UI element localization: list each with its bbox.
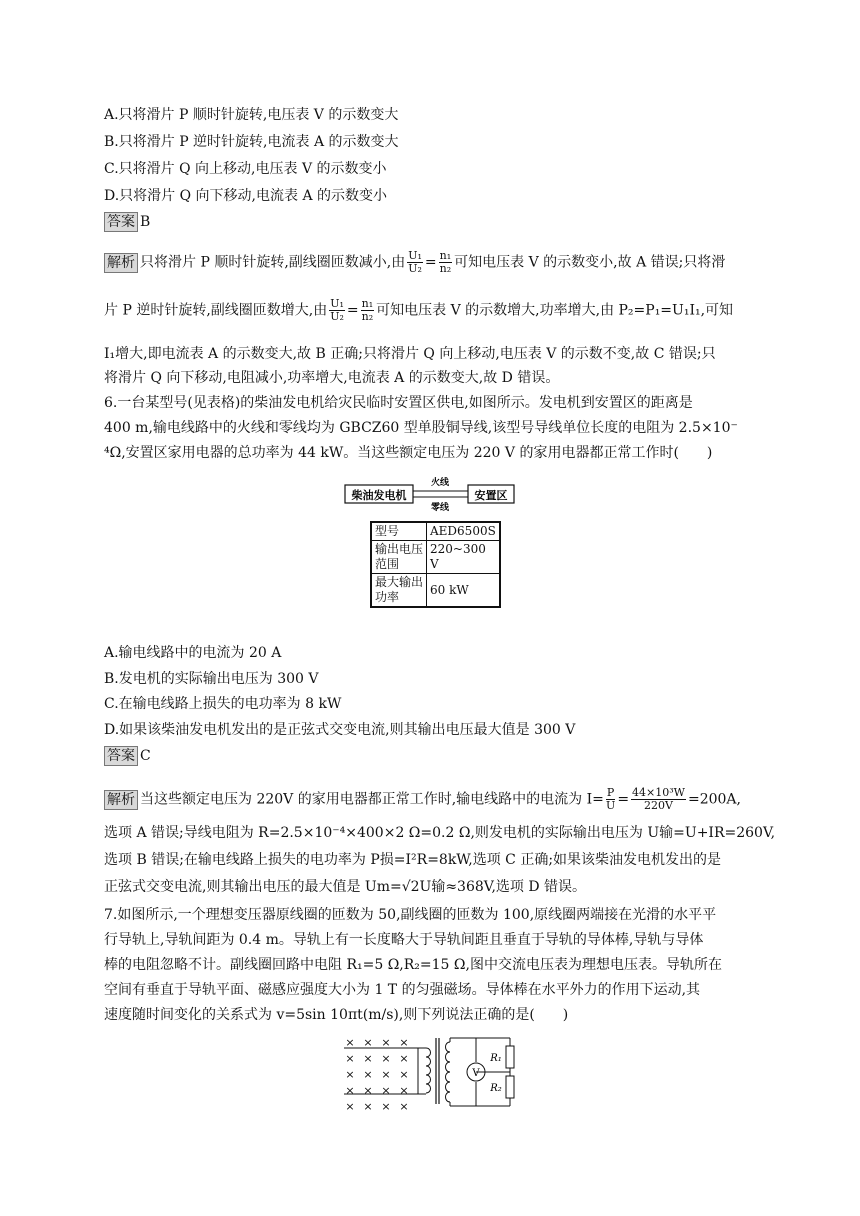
cross-mark: × <box>399 1052 409 1065</box>
cross-mark: × <box>345 1084 355 1097</box>
neutral-wire-label: 零线 <box>430 503 450 513</box>
cross-mark: × <box>381 1084 391 1097</box>
table-cell: 最大输出功率 <box>371 574 427 608</box>
q5-analysis-line-4: 将滑片 Q 向下移动,电阻减小,功率增大,电流表 A 的示数变大,故 D 错误。 <box>104 370 560 386</box>
table-cell: AED6500S <box>427 522 500 541</box>
answer-value: C <box>140 748 151 764</box>
analysis-text: 只将滑片 P 顺时针旋转,副线圈匝数减小,由 <box>140 254 406 271</box>
fraction-u1-u2: $\frac{\text{U₁}}{\text{U₂}}$ <box>330 297 344 323</box>
cross-mark: × <box>381 1100 391 1110</box>
analysis-text: 可知电压表 V 的示数增大,功率增大,由 P₂=P₁=U₁I₁,可知 <box>376 302 734 319</box>
magnetic-field-crosses <box>345 1036 408 1110</box>
table-row <box>371 522 500 541</box>
cross-mark: × <box>399 1084 409 1097</box>
q7-stem-line-5: 速度随时间变化的关系式为 v=5sin 10πt(m/s),则下列说法正确的是( ) <box>104 1007 569 1023</box>
q7-stem-line-3: 棒的电阻忽略不计。副线圈回路中电阻 R₁=5 Ω,R₂=15 Ω,图中交流电压表为理想电压表。导轨所在 <box>104 957 722 973</box>
q7-stem-line-2: 行导轨上,导轨间距为 0.4 m。导轨上有一长度略大于导轨间距且垂直于导轨的导体棒,导轨与导体 <box>104 932 704 948</box>
r2-label: R₂ <box>490 1083 502 1094</box>
q5-option-a: A.只将滑片 P 顺时针旋转,电压表 V 的示数变大 <box>104 107 399 123</box>
cross-mark: × <box>363 1100 373 1110</box>
cross-mark: × <box>381 1068 391 1081</box>
voltmeter-label: V <box>472 1068 480 1079</box>
q5-option-c: C.只将滑片 Q 向上移动,电压表 V 的示数变小 <box>104 161 387 177</box>
cross-mark: × <box>345 1052 355 1065</box>
answer-tag: 答案 <box>104 746 138 766</box>
q7-stem-line-1: 7.如图所示,一个理想变压器原线圈的匝数为 50,副线圈的匝数为 100,原线圈两端接在光滑的水平平 <box>104 907 717 923</box>
table-row <box>371 574 500 608</box>
generator-spec-table <box>370 521 501 608</box>
q6-option-d: D.如果该柴油发电机发出的是正弦式交变电流,则其输出电压最大值是 300 V <box>104 722 576 738</box>
cross-mark: × <box>345 1036 355 1049</box>
q6-option-b: B.发电机的实际输出电压为 300 V <box>104 671 319 687</box>
live-wire-label: 火线 <box>430 478 450 488</box>
q6-analysis-line-4: 正弦式交变电流,则其输出电压的最大值是 Um=√2U输≈368V,选项 D 错误。 <box>104 879 587 895</box>
fraction-power-voltage: $\frac{\text{44×10³W}}{220V}$ <box>632 786 685 812</box>
analysis-text: 片 P 逆时针旋转,副线圈匝数增大,由 <box>104 302 328 319</box>
q6-analysis-line-1: 解析 当这些额定电压为 220V 的家用电器都正常工作时,输电线路中的电流为 I= $\frac{P}{U}$ = $\frac{\text{44×10³W}}{220V}$ =200A, <box>104 787 741 812</box>
q5-analysis-line-2: 片 P 逆时针旋转,副线圈匝数增大,由 $\frac{\text{U₁}}{\text{U₂}}$ = $\frac{\text{n₁}}{\text{n₂}}$ 可知电压表 V 的示数增大,功率增大,由 P₂=P₁=U₁I₁,可知 <box>104 297 734 323</box>
cross-mark: × <box>381 1036 391 1049</box>
q6-option-c: C.在输电线路上损失的电功率为 8 kW <box>104 696 342 712</box>
q6-stem-line-3: ⁴Ω,安置区家用电器的总功率为 44 kW。当这些额定电压为 220 V 的家用电器都正常工作时( ) <box>104 445 713 461</box>
transformer-circuit-diagram <box>340 1034 530 1110</box>
cross-mark: × <box>381 1052 391 1065</box>
cross-mark: × <box>345 1100 355 1110</box>
r1-label: R₁ <box>490 1053 502 1064</box>
cross-mark: × <box>363 1068 373 1081</box>
q6-analysis-line-2: 选项 A 错误;导线电阻为 R=2.5×10⁻⁴×400×2 Ω=0.2 Ω,则发电机的实际输出电压为 U输=U+IR=260V, <box>104 825 776 841</box>
table-cell: 220~300 V <box>427 541 500 574</box>
analysis-text: 当这些额定电压为 220V 的家用电器都正常工作时,输电线路中的电流为 I= <box>140 791 604 808</box>
fraction-n1-n2: $\frac{\text{n₁}}{\text{n₂}}$ <box>361 297 374 323</box>
q5-analysis-line-1: 解析 只将滑片 P 顺时针旋转,副线圈匝数减小,由 $\frac{\text{U₁}}{\text{U₂}}$ = $\frac{\text{n₁}}{\text{n₂}}$ 可知电压表 V 的示数变小,故 A 错误;只将滑 <box>104 250 725 275</box>
site-label: 安置区 <box>474 489 508 502</box>
q6-analysis-line-3: 选项 B 错误;在输电线路上损失的电功率为 P损=I²R=8kW,选项 C 正确;如果该柴油发电机发出的是 <box>104 852 722 868</box>
fraction-p-u: $\frac{P}{U}$ <box>605 786 616 812</box>
q5-analysis-line-3: I₁增大,即电流表 A 的示数变大,故 B 正确;只将滑片 Q 向上移动,电压表 V 的示数不变,故 C 错误;只 <box>104 346 716 362</box>
q6-stem-line-1: 6.一台某型号(见表格)的柴油发电机给灾民临时安置区供电,如图所示。发电机到安置区的距离是 <box>104 395 693 411</box>
q5-answer <box>104 212 150 232</box>
cross-mark: × <box>399 1068 409 1081</box>
answer-tag: 答案 <box>104 212 138 232</box>
cross-mark: × <box>363 1036 373 1049</box>
q6-option-a: A.输电线路中的电流为 20 A <box>104 645 282 661</box>
table-row <box>371 541 500 574</box>
cross-mark: × <box>345 1068 355 1081</box>
table-cell: 型号 <box>371 522 427 541</box>
fraction-u1-u2: $\frac{\text{U₁}}{\text{U₂}}$ <box>408 249 422 275</box>
generator-label: 柴油发电机 <box>351 489 407 502</box>
q6-stem-line-2: 400 m,输电线路中的火线和零线均为 GBCZ60 型单股铜导线,该型号导线单位长度的电阻为 2.5×10⁻ <box>104 420 738 436</box>
analysis-tag: 解析 <box>104 790 138 810</box>
analysis-text: =200A, <box>687 791 741 808</box>
table-cell: 60 kW <box>427 574 500 608</box>
q7-stem-line-4: 空间有垂直于导轨平面、磁感应强度大小为 1 T 的匀强磁场。导体棒在水平外力的作用下运动,其 <box>104 982 701 998</box>
q5-option-b: B.只将滑片 P 逆时针旋转,电流表 A 的示数变大 <box>104 134 399 150</box>
answer-value: B <box>140 214 151 230</box>
cross-mark: × <box>399 1036 409 1049</box>
fraction-n1-n2: $\frac{\text{n₁}}{\text{n₂}}$ <box>439 249 452 275</box>
analysis-tag: 解析 <box>104 253 138 273</box>
cross-mark: × <box>399 1100 409 1110</box>
table-cell: 输出电压范围 <box>371 541 427 574</box>
cross-mark: × <box>363 1084 373 1097</box>
power-supply-diagram <box>340 474 520 514</box>
q6-answer <box>104 746 151 766</box>
q5-option-d: D.只将滑片 Q 向下移动,电流表 A 的示数变小 <box>104 188 388 204</box>
analysis-text: 可知电压表 V 的示数变小,故 A 错误;只将滑 <box>454 254 726 271</box>
cross-mark: × <box>363 1052 373 1065</box>
